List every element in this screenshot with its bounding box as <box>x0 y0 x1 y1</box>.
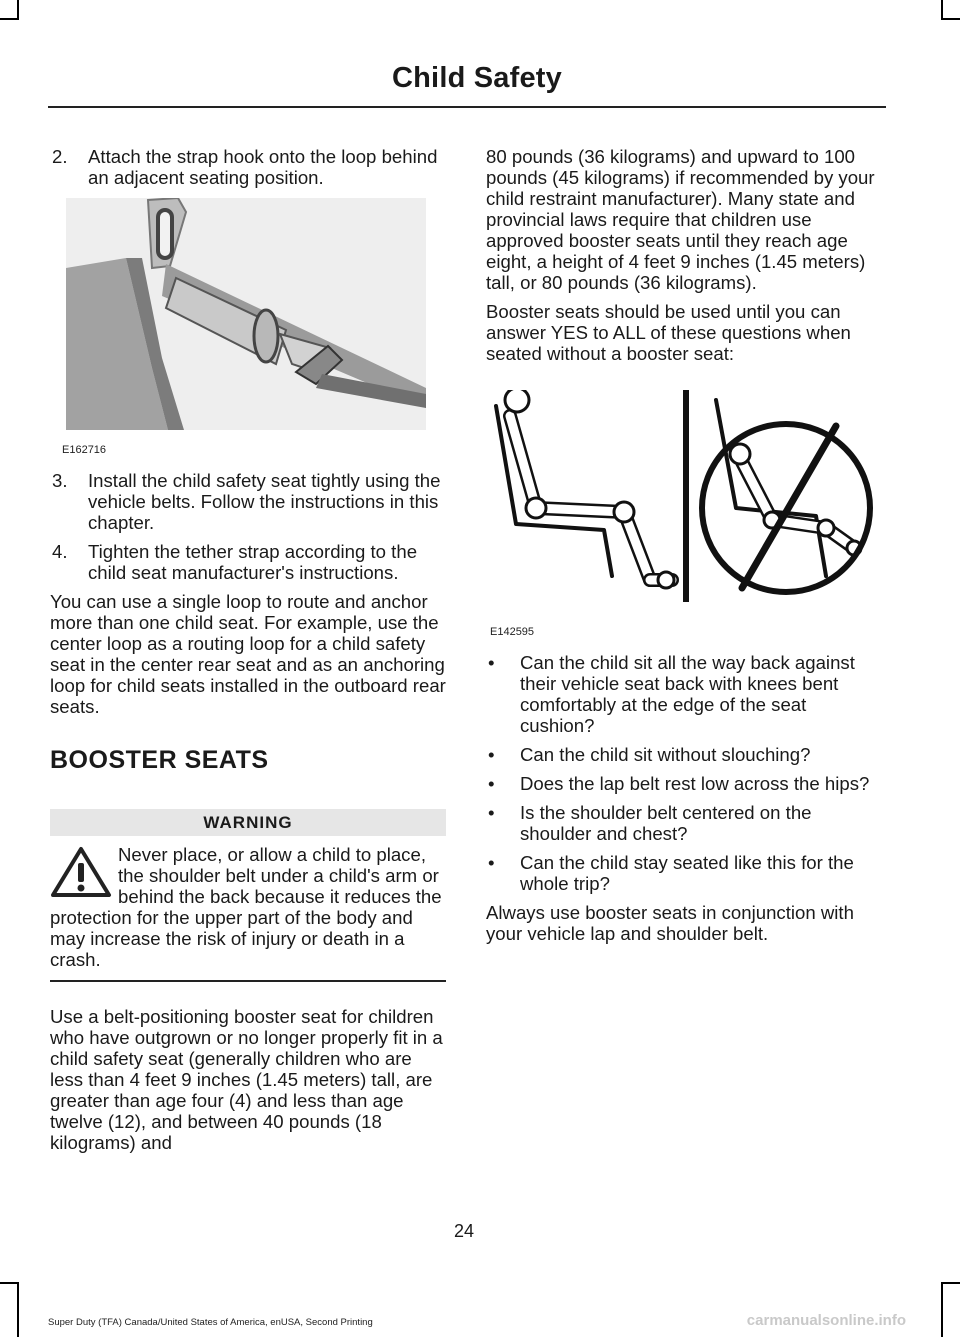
paragraph: You can use a single loop to route and anchor more than one child seat. For example, use the center loop as a routing loop for a child safety seat in the center rear seat and as an anchoring loop for child seats installed in the outboard rear seats. <box>50 591 446 717</box>
crop-mark <box>943 1282 960 1284</box>
paragraph: Booster seats should be used until you can answer YES to ALL of these questions when seated without a booster seat: <box>486 301 851 364</box>
list-item-text: Can the child sit without slouching? <box>520 744 811 765</box>
bullet: • <box>488 744 495 765</box>
list-item-text: Does the lap belt rest low across the hips? <box>520 773 870 794</box>
right-column <box>486 146 882 952</box>
crop-mark <box>17 1282 19 1337</box>
step-2 <box>50 146 446 188</box>
seating-position-illustration <box>486 390 878 602</box>
bullet: • <box>488 773 495 794</box>
paragraph: Use a belt-positioning booster seat for children who have outgrown or no longer properly fit in a child safety seat (generally children who are less than 4 feet 9 inches (1.45 meters) tall, are greater than age four (4) and less than age twelve (12), and between 40 pounds (18 kilograms) and <box>50 1006 443 1153</box>
bullet: • <box>488 852 495 873</box>
figure-code: E142595 <box>490 626 535 638</box>
list-item-text: Can the child sit all the way back against their vehicle seat back with knees bent comfortably at the edge of the seat cushion? <box>520 652 855 736</box>
paragraph: 80 pounds (36 kilograms) and upward to 100 pounds (45 kilograms) if recommended by your child restraint manufacturer). Many state and provincial laws require that children use approved booster seats until they reach age eight, a height of 4 feet 9 inches (1.45 meters) tall, or 80 pounds (36 kilograms). <box>486 146 875 293</box>
figure-code: E162716 <box>62 444 107 456</box>
page-number: 24 <box>453 1221 475 1241</box>
step-4 <box>50 541 446 583</box>
list-item <box>486 744 882 765</box>
watermark: carmanualsonline.info <box>746 1312 906 1329</box>
left-column <box>50 146 446 1161</box>
tether-strap-illustration <box>66 198 426 430</box>
list-item <box>486 773 882 794</box>
crop-mark <box>941 0 943 20</box>
section-title: BOOSTER SEATS <box>50 746 269 774</box>
list-item <box>486 852 882 894</box>
list-item <box>486 802 882 844</box>
step-text: Attach the strap hook onto the loop behind an adjacent seating position. <box>88 146 438 188</box>
seating-position-figure <box>486 374 882 652</box>
warning-heading: WARNING <box>50 809 446 836</box>
warning-body <box>50 844 446 970</box>
step-text: Install the child safety seat tightly using the vehicle belts. Follow the instructions in this chapter. <box>88 470 441 533</box>
step-3 <box>50 470 446 533</box>
step-number: 3. <box>52 470 68 491</box>
crop-mark <box>0 1282 17 1284</box>
list-item <box>486 652 882 736</box>
warning-rule <box>50 980 446 982</box>
bullet: • <box>488 652 495 673</box>
step-text: Tighten the tether strap according to the child seat manufacturer's instructions. <box>88 541 418 583</box>
warning-triangle-icon <box>50 846 112 898</box>
bullet: • <box>488 802 495 823</box>
header-rule <box>48 106 886 108</box>
crop-mark <box>17 0 19 20</box>
warning-text: Never place, or allow a child to place, the shoulder belt under a child's arm or behind the back because it reduces the protection for the upper part of the body and may increase the risk of injury or death in a crash. <box>50 844 442 970</box>
paragraph: Always use booster seats in conjunction with your vehicle lap and shoulder belt. <box>486 902 854 944</box>
crop-mark <box>941 1282 943 1337</box>
page-title: Child Safety <box>392 62 562 94</box>
crop-mark <box>0 18 17 20</box>
footer-text: Super Duty (TFA) Canada/United States of America, enUSA, Second Printing <box>48 1317 373 1328</box>
step-number: 2. <box>52 146 68 167</box>
step-number: 4. <box>52 541 68 562</box>
crop-mark <box>943 18 960 20</box>
list-item-text: Is the shoulder belt centered on the shoulder and chest? <box>520 802 812 844</box>
list-item-text: Can the child stay seated like this for the whole trip? <box>520 852 854 894</box>
tether-strap-figure <box>50 198 446 470</box>
